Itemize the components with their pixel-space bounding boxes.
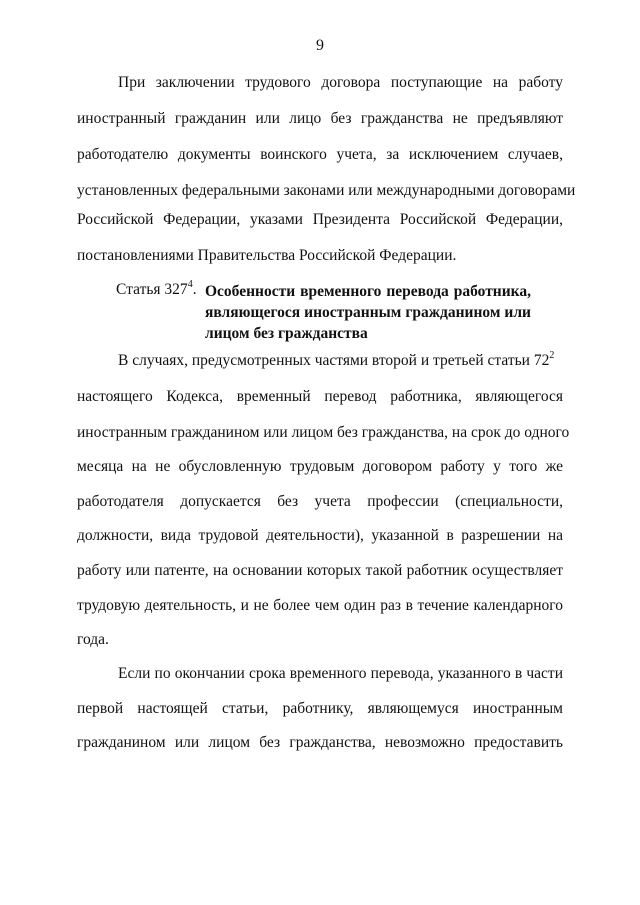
paragraph-2-line: иностранным гражданином или лицом без гражданства, на срок до одного — [77, 424, 570, 441]
paragraph-2-line: работу или патенте, на основании которых такой работник осуществляет — [77, 562, 563, 579]
article-label-suffix: . — [192, 281, 197, 298]
article-label: Статья 327 — [116, 281, 188, 298]
paragraph-1-line: иностранный гражданин или лицо без гражданства не предъявляют — [77, 110, 563, 127]
paragraph-2-first-line-text: В случаях, предусмотренных частями второй и третьей статьи 72 — [118, 352, 550, 369]
paragraph-1-line: Российской Федерации, указами Президента Российской Федерации, — [77, 211, 563, 228]
paragraph-2-line: года. — [77, 631, 109, 648]
paragraph-1-line: постановлениями Правительства Российской Федерации. — [77, 247, 457, 264]
paragraph-2-first-line-superscript: 2 — [549, 350, 555, 361]
article-title — [205, 281, 531, 344]
article-title-line: лицом без гражданства — [205, 325, 368, 342]
paragraph-3-line: Если по окончании срока временного перевода, указанного в части — [118, 665, 563, 682]
paragraph-2-line: работодателя допускается без учета профессии (специальности, — [77, 493, 563, 510]
article-label-superscript: 4 — [187, 279, 193, 290]
article-title-line: Особенности временного перевода работника, — [205, 283, 531, 300]
page-number: 9 — [316, 37, 324, 54]
paragraph-3-line: гражданином или лицом без гражданства, невозможно предоставить — [77, 734, 563, 751]
paragraph-2-line: настоящего Кодекса, временный перевод работника, являющегося — [77, 388, 563, 405]
paragraph-1-line: При заключении трудового договора поступающие на работу — [118, 74, 563, 91]
paragraph-2-first-line — [118, 352, 554, 370]
paragraph-1-line: установленных федеральными законами или международными договорами — [77, 182, 576, 199]
article-number — [116, 281, 197, 299]
paragraph-2-line: должности, вида трудовой деятельности), указанной в разрешении на — [77, 527, 563, 544]
paragraph-2-line: месяца на не обусловленную трудовым договором работу у того же — [77, 458, 563, 475]
paragraph-1-line: работодателю документы воинского учета, за исключением случаев, — [77, 146, 563, 163]
article-title-line: являющегося иностранным гражданином или — [205, 304, 531, 321]
paragraph-2-line: трудовую деятельность, и не более чем один раз в течение календарного — [77, 597, 563, 614]
paragraph-3-line: первой настоящей статьи, работнику, являющемуся иностранным — [77, 700, 563, 717]
